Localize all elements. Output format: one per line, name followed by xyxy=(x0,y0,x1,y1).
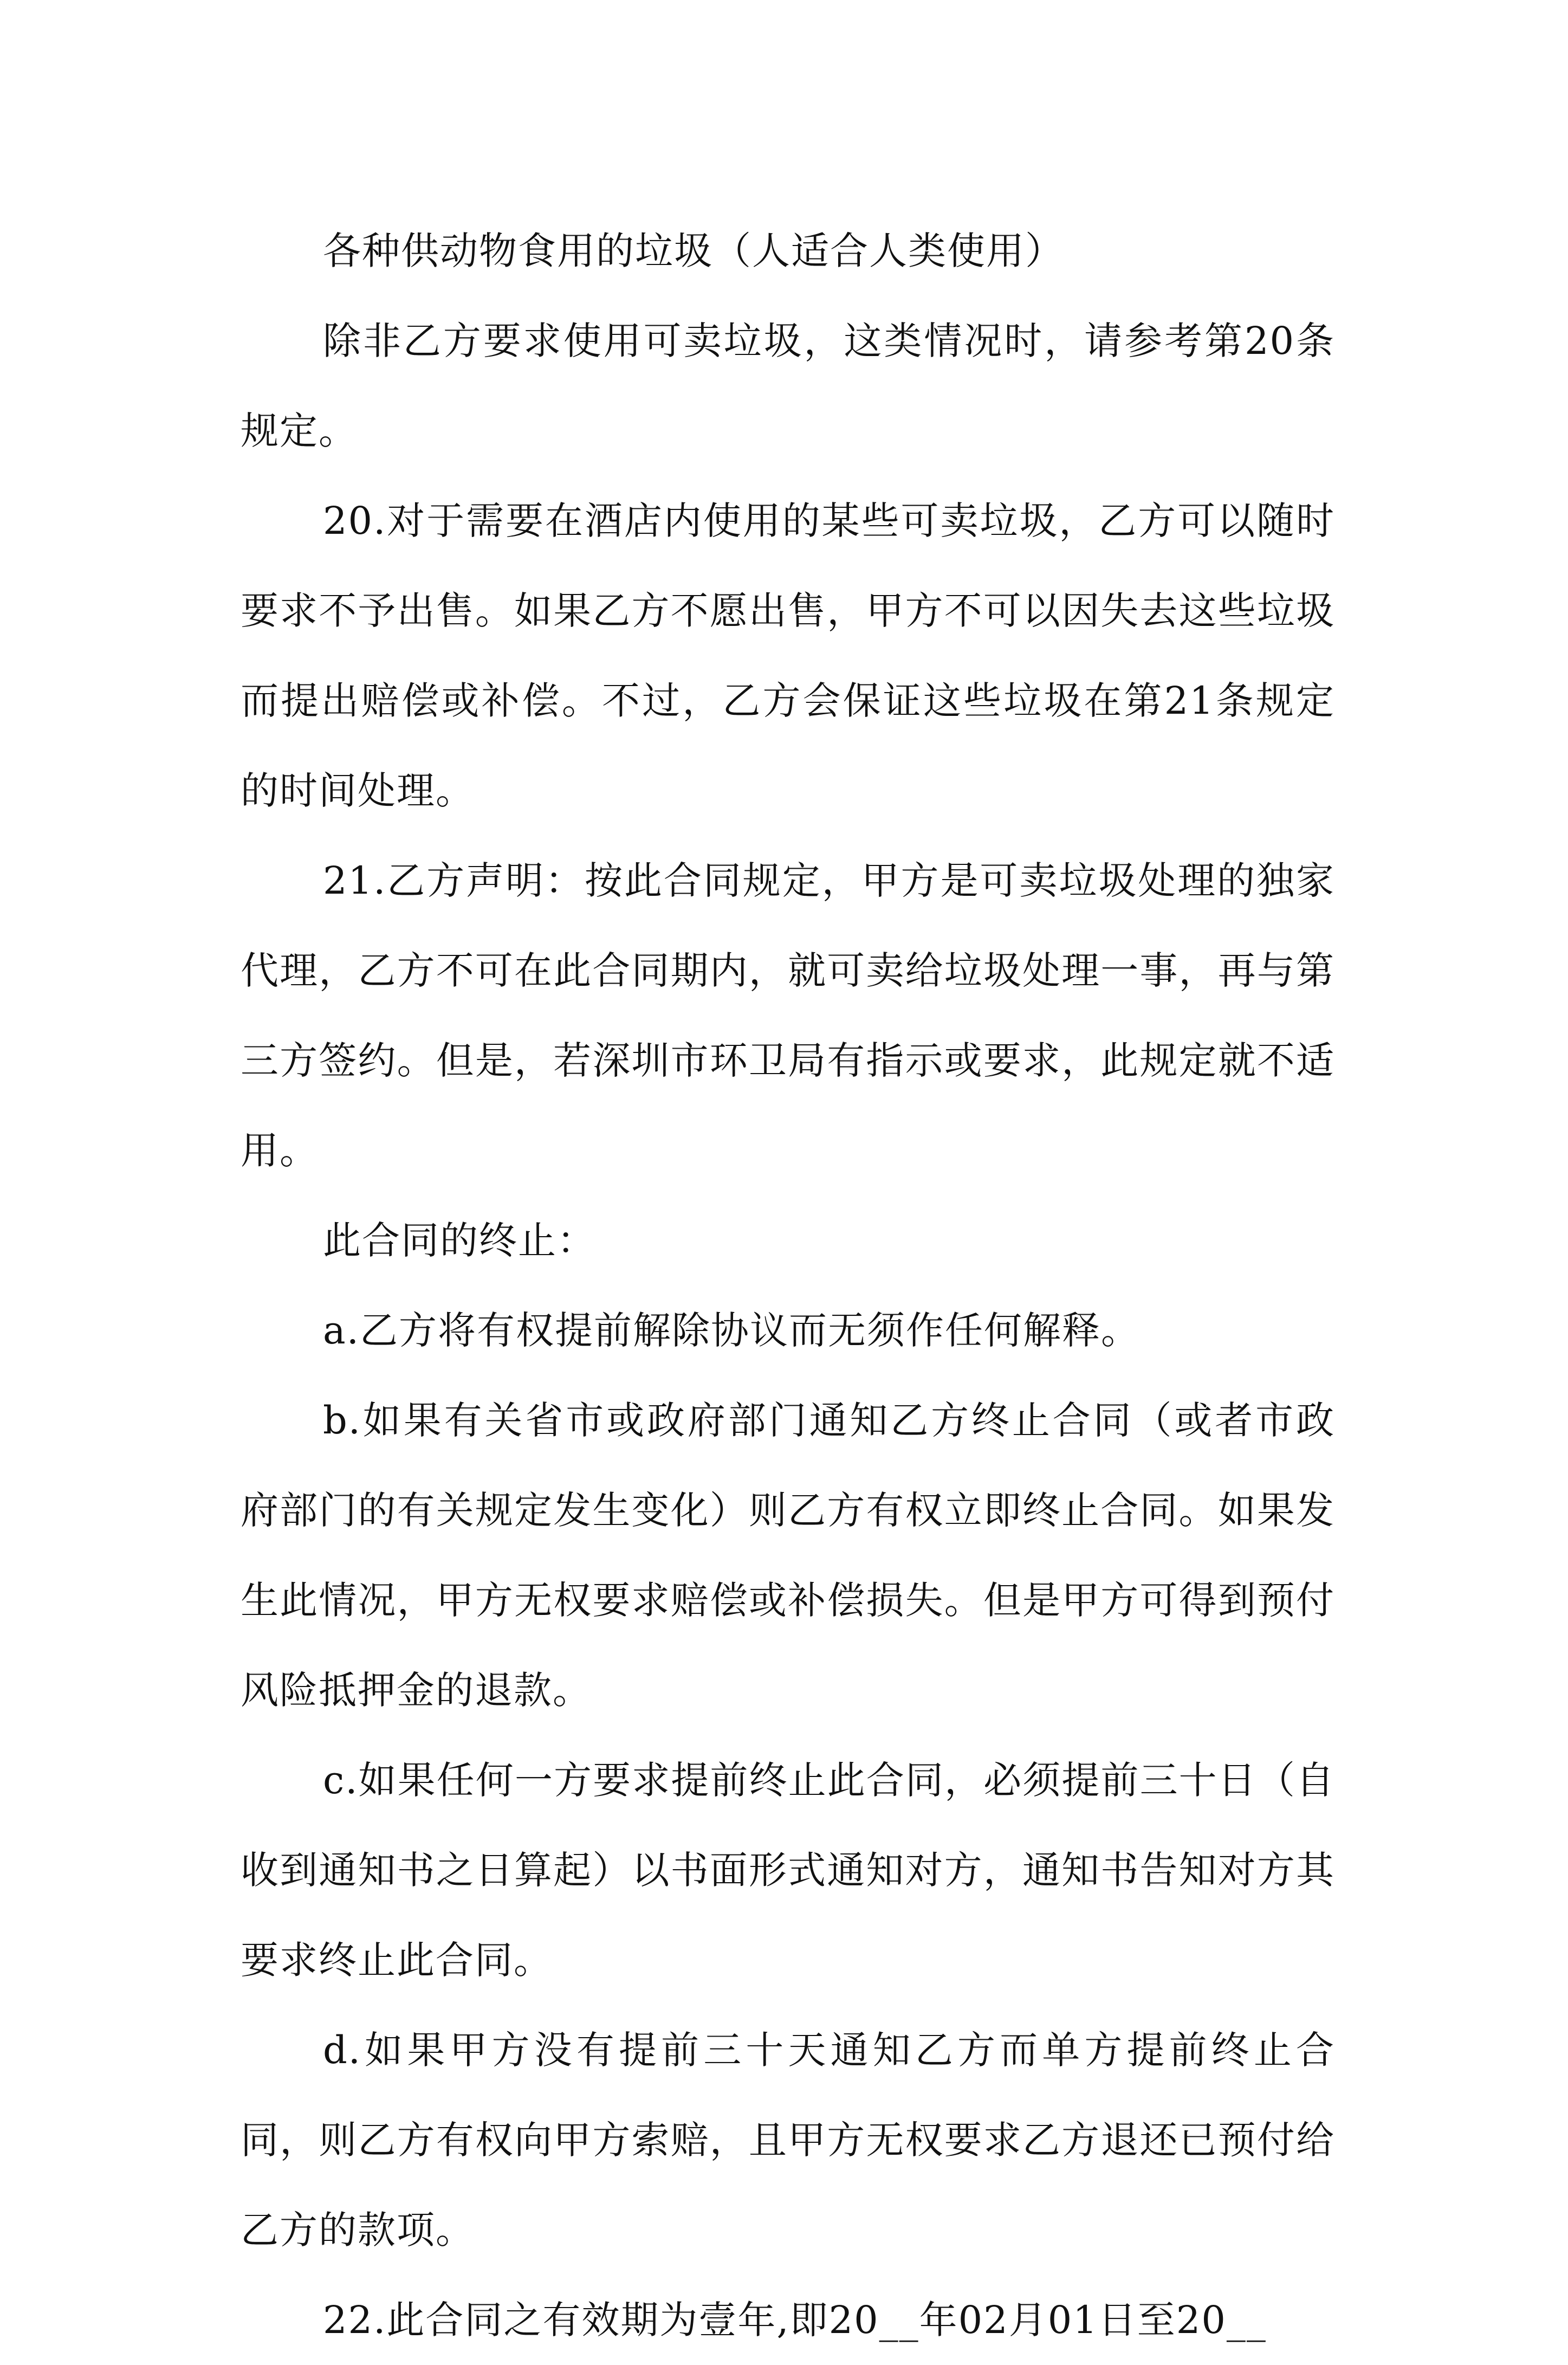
paragraph-clause-21: 21.乙方声明：按此合同规定，甲方是可卖垃圾处理的独家代理，乙方不可在此合同期内，就可卖给垃圾处理一事，再与第三方签约。但是，若深圳市环卫局有指示或要求，此规定就不适用。 xyxy=(241,858,1335,1173)
document-body xyxy=(241,206,1335,2365)
paragraph-termination-c: c.如果任何一方要求提前终止此合同，必须提前三十日（自收到通知书之日算起）以书面形式通知对方，通知书告知对方其要求终止此合同。 xyxy=(241,1758,1335,1982)
paragraph-termination-d: d.如果甲方没有提前三十天通知乙方而单方提前终止合同，则乙方有权向甲方索赔，且甲方无权要求乙方退还已预付给乙方的款项。 xyxy=(241,2028,1335,2252)
paragraph-termination-b: b.如果有关省市或政府部门通知乙方终止合同（或者市政府部门的有关规定发生变化）则乙方有权立即终止合同。如果发生此情况，甲方无权要求赔偿或补偿损失。但是甲方可得到预付风险抵押金的退款。 xyxy=(241,1398,1335,1713)
paragraph-saleable-waste-exception: 除非乙方要求使用可卖垃圾，这类情况时，请参考第20条规定。 xyxy=(241,319,1335,453)
paragraph-clause-22: 22.此合同之有效期为壹年,即20__年02月01日至20__ xyxy=(323,2298,1267,2342)
paragraph-clause-20: 20.对于需要在酒店内使用的某些可卖垃圾，乙方可以随时要求不予出售。如果乙方不愿出售，甲方不可以因失去这些垃圾而提出赔偿或补偿。不过，乙方会保证这些垃圾在第21条规定的时间处理。 xyxy=(241,499,1335,813)
paragraph-termination-a: a.乙方将有权提前解除协议而无须作任何解释。 xyxy=(323,1308,1140,1353)
paragraph-termination-heading: 此合同的终止： xyxy=(323,1218,596,1263)
paragraph-animal-food-waste: 各种供动物食用的垃圾（人适合人类使用） xyxy=(323,229,1064,273)
